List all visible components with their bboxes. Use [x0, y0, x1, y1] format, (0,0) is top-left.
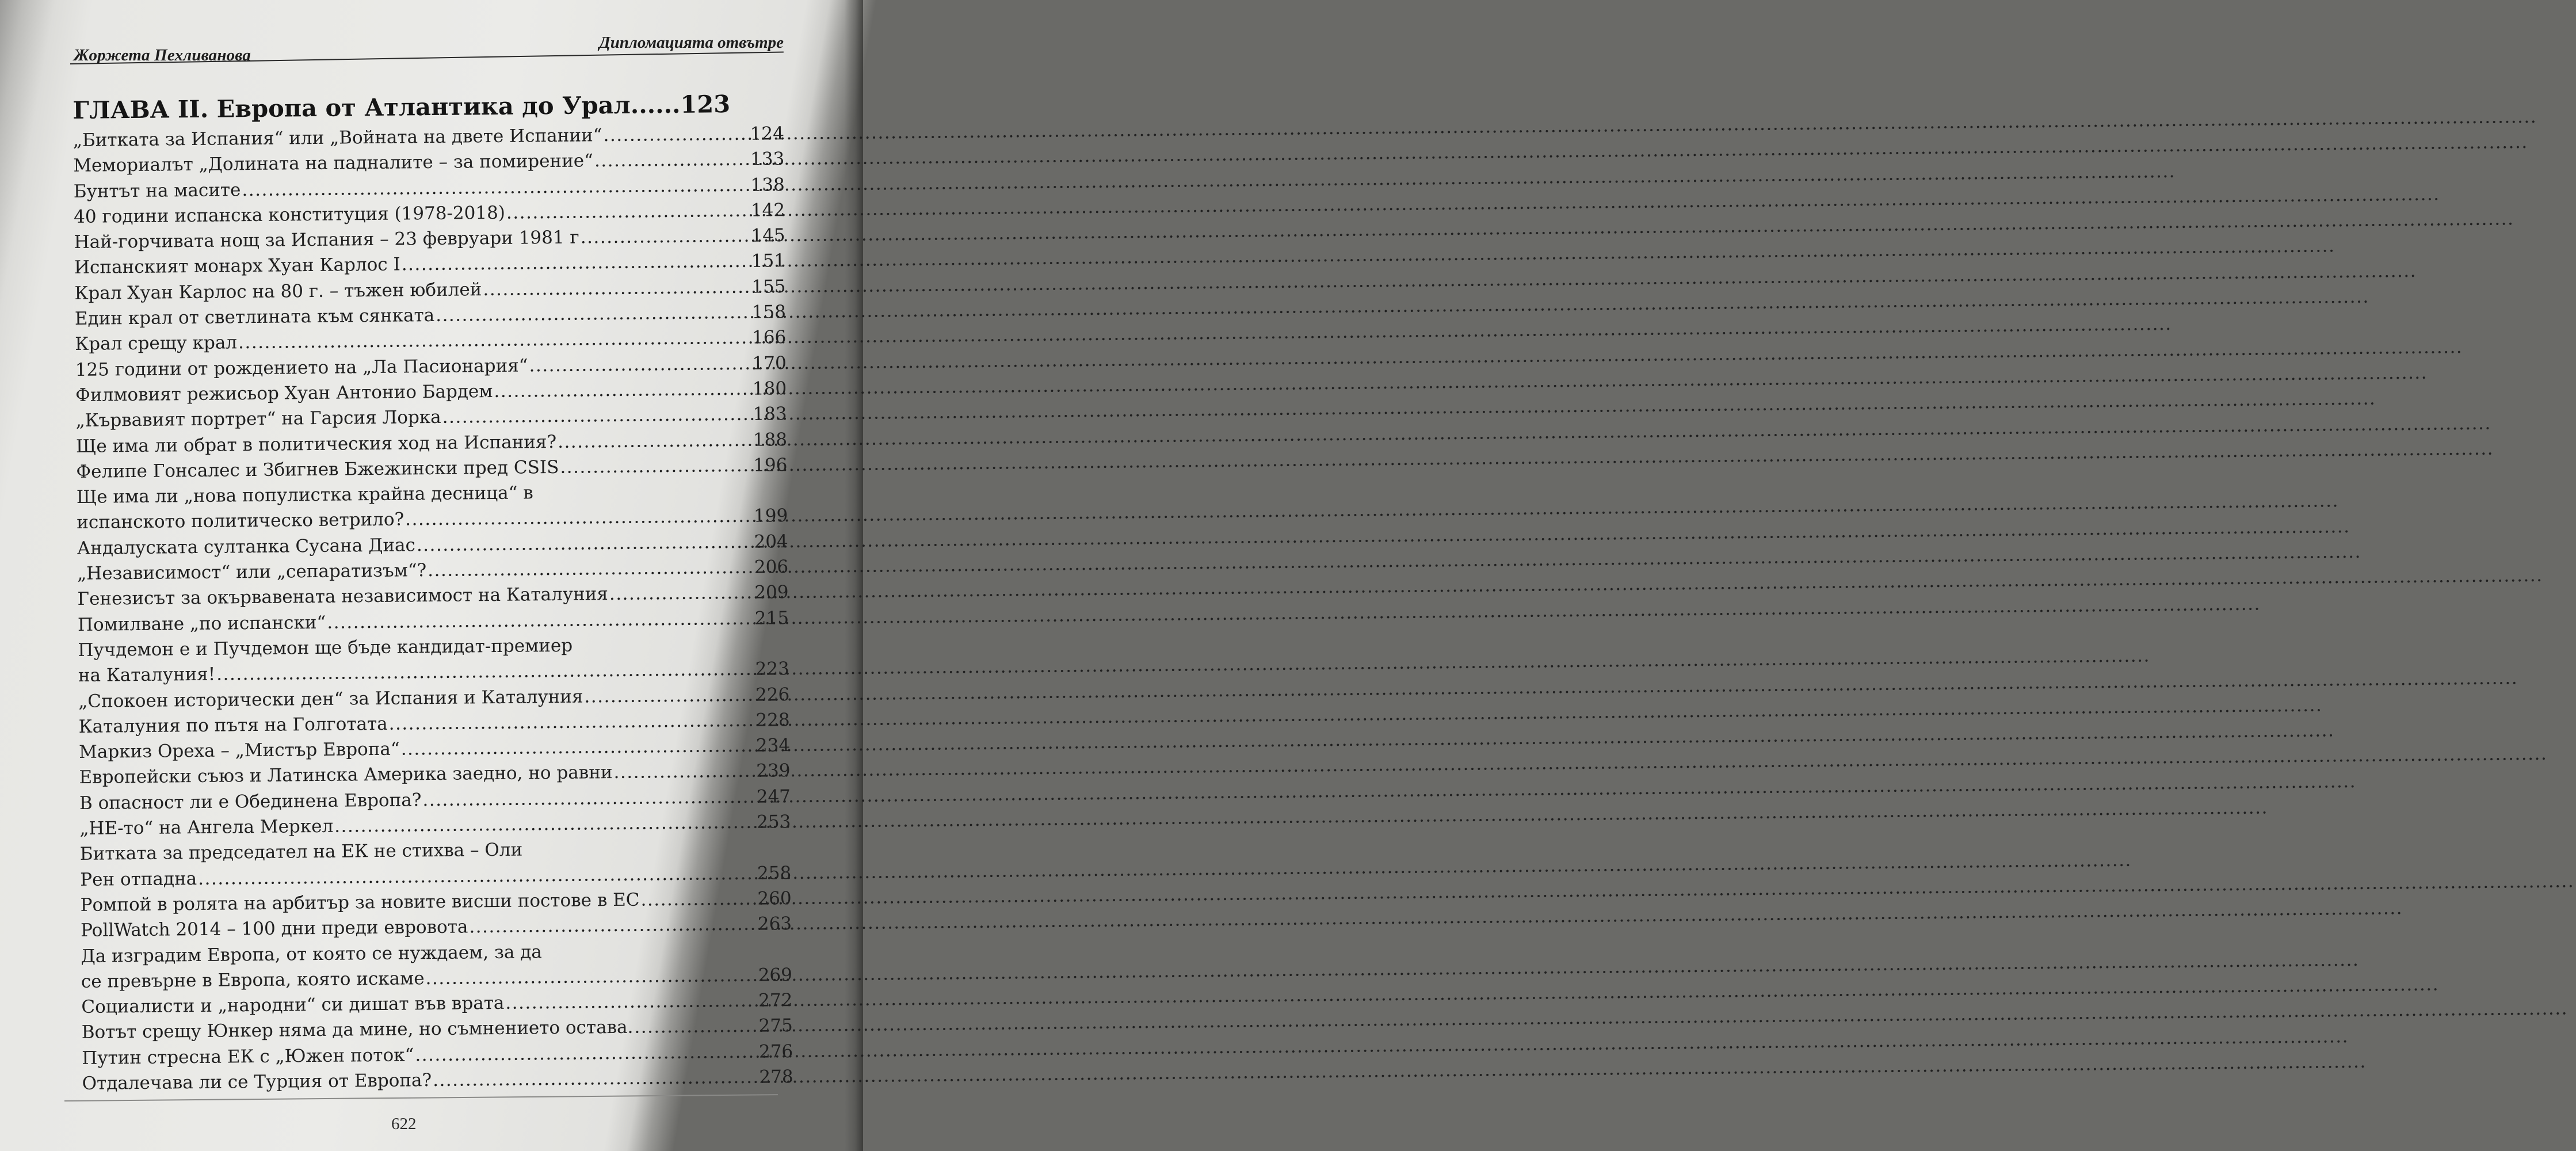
toc-entry-title: Бунтът на масите — [73, 179, 241, 202]
toc-entry-title: Вотът срещу Юнкер няма да мине, но съмнението остава. — [81, 1017, 633, 1043]
toc-entry-first-line: Пучдемон е и Пучдемон ще бъде кандидат-премиер — [78, 635, 573, 661]
toc-entry-first-line: Да изградим Европа, от която се нуждаем, за да — [81, 941, 542, 967]
toc-entry-page: 247 — [756, 786, 791, 807]
toc-entry-page: 183 — [753, 403, 787, 425]
dot-leader — [327, 605, 754, 635]
toc-entry-title: Испанският монарх Хуан Карлос I — [74, 254, 400, 279]
dot-leader — [613, 759, 755, 786]
dot-leader — [422, 784, 755, 813]
toc-entry-page: 124 — [750, 123, 785, 144]
toc-entry-page: 206 — [754, 557, 789, 578]
toc-entry-title: „Независимост“ или „сепаратизъм“? — [77, 560, 427, 585]
toc-entry-page: 188 — [753, 429, 788, 451]
toc-entry-title: „Битката за Испания“ или „Войната на двете Испании“ — [72, 125, 602, 151]
toc-entry-page: 275 — [758, 1015, 793, 1037]
toc-entry-title: Най-горчивата нощ за Испания – 23 февруари 1981 г — [74, 227, 579, 253]
toc-entry-page: 170 — [752, 352, 787, 374]
toc-entry-page: 272 — [758, 990, 793, 1011]
dot-leader — [505, 988, 757, 1016]
toc-entry-title: Филмовият режисьор Хуан Антонио Бардем — [75, 380, 493, 406]
page-number: 622 — [391, 1115, 417, 1133]
dot-leader — [483, 274, 750, 302]
toc-entry-title: Отдалечава ли се Турция от Европа? — [82, 1070, 432, 1094]
toc-entry-title: Андалуската султанка Сусана Диас — [77, 535, 416, 559]
dot-leader — [415, 1039, 758, 1068]
toc-entry-title: Рен отпадна — [80, 868, 197, 890]
toc-entry-title: „НЕ-то“ на Ангела Меркел — [79, 815, 334, 839]
toc-entry-page: 155 — [751, 276, 786, 298]
toc-entry-title: се превърне в Европа, която искаме — [81, 967, 425, 992]
toc-entry-title: Крал срещу крал — [75, 332, 238, 355]
toc-entry-title: 40 години испанска конституция (1978-2018) — [74, 202, 506, 227]
toc-entry-title: Социалисти и „народни“ си дишат във врата — [81, 992, 505, 1018]
toc-entry-title: Генезисът за окървавената независимост на Каталуния — [77, 584, 609, 610]
toc-entry-title: Каталуния по пътя на Голготата — [78, 713, 388, 737]
dot-leader — [388, 708, 754, 737]
toc-entry-page: 258 — [757, 862, 792, 884]
toc-entry-page: 196 — [753, 454, 788, 476]
running-header-book-title: Дипломацията отвътре — [598, 33, 784, 52]
toc-entry-title: Ромпой в ролята на арбитър за новите висши постове в ЕС — [80, 889, 640, 916]
toc-entry-page: 166 — [751, 327, 787, 349]
dot-leader — [609, 580, 754, 607]
toc-entry-page: 226 — [755, 684, 790, 706]
toc-entry-page: 199 — [753, 505, 788, 527]
toc-entry-title: Мемориалът „Долината на падналите – за помирение“ — [73, 150, 594, 177]
dot-leader — [558, 427, 752, 455]
dot-leader — [334, 810, 755, 839]
dot-leader — [494, 376, 751, 405]
toc-entry-page: 142 — [750, 200, 785, 221]
toc-entry-page: 263 — [757, 913, 792, 935]
toc-entry-page: 151 — [751, 250, 786, 272]
toc-entry-first-line: Битката за председател на ЕК не стихва – Оли — [79, 839, 523, 865]
toc-entry-title: испанското политическо ветрило? — [77, 509, 404, 533]
dot-leader — [417, 529, 753, 558]
table-of-contents — [72, 78, 793, 1096]
toc-entry-page: 269 — [758, 964, 793, 986]
toc-entry-title: Маркиз Ореха – „Мистър Европа“ — [78, 738, 400, 763]
dot-leader — [469, 912, 757, 940]
dot-leader — [428, 555, 753, 584]
toc-entry-page: 133 — [750, 148, 785, 170]
dot-leader — [401, 733, 755, 762]
dot-leader — [603, 121, 749, 148]
toc-entry-page: 180 — [752, 378, 787, 399]
dot-leader — [581, 223, 750, 250]
toc-entry-page: 209 — [754, 582, 789, 604]
dot-leader — [402, 249, 751, 277]
dot-leader — [436, 300, 751, 329]
toc-entry-title: 125 години от рождението на „Ла Пасионария“ — [75, 355, 528, 380]
dot-leader — [640, 886, 756, 913]
toc-entry-title: „Кървавият портрет“ на Гарсия Лорка — [75, 407, 441, 432]
toc-entry-page: 138 — [750, 174, 785, 196]
toc-entry-title: Европейски съюз и Латинска Америка заедно, но равни — [79, 762, 613, 788]
running-header-author: Жоржета Пехливанова — [74, 46, 251, 64]
toc-entry-page: 204 — [754, 531, 788, 552]
toc-entry-page: 239 — [756, 760, 791, 782]
dot-leader — [594, 147, 750, 174]
toc-entry-page: 145 — [751, 225, 785, 246]
dot-leader — [634, 1013, 758, 1040]
dot-leader — [405, 504, 753, 532]
toc-entry-title: Путин стресна ЕК с „Южен поток“ — [82, 1045, 414, 1069]
dot-leader — [584, 682, 754, 709]
toc-entry-title: Ще има ли обрат в политическия ход на Испания? — [75, 431, 557, 457]
dot-leader — [425, 962, 757, 991]
toc-entry-page: 215 — [754, 607, 789, 629]
dot-leader — [433, 1065, 758, 1093]
toc-entry-page: 276 — [758, 1041, 793, 1062]
toc-entry-page: 234 — [755, 735, 791, 756]
toc-entry-title: Помилване „по испански“ — [77, 612, 326, 635]
chapter-heading: ГЛАВА II. Европа от Атлантика до Урал......123 — [72, 90, 731, 124]
toc-entry-page: 278 — [759, 1066, 793, 1088]
toc-entry-page: 260 — [757, 887, 792, 909]
toc-entry-page: 158 — [751, 302, 787, 323]
toc-entry-title: „Спокоен исторически ден“ за Испания и Каталуния — [78, 686, 583, 712]
toc-entry-title: на Каталуния! — [78, 664, 216, 687]
toc-entries — [73, 121, 793, 1096]
toc-entry-title: Един крал от светлината към сянката — [74, 305, 435, 330]
toc-entry-title: Крал Хуан Карлос на 80 г. – тъжен юбилей — [74, 279, 482, 304]
toc-entry-page: 253 — [757, 811, 791, 833]
dot-leader — [529, 350, 751, 378]
dot-leader — [442, 402, 751, 430]
dot-leader — [506, 198, 750, 226]
dot-leader — [560, 453, 752, 480]
toc-entry-page: 223 — [755, 658, 789, 680]
toc-entry-title: PollWatch 2014 – 100 дни преди евровота — [80, 916, 468, 942]
toc-entry-title: Фелипе Гонсалес и Збигнев Бжежински пред CSIS — [76, 456, 559, 482]
toc-entry-page: 228 — [755, 709, 790, 731]
toc-entry-title: В опасност ли е Обединена Европа? — [79, 789, 422, 814]
toc-entry-first-line: Ще има ли „нова популистка крайна десница“ в — [76, 482, 533, 508]
